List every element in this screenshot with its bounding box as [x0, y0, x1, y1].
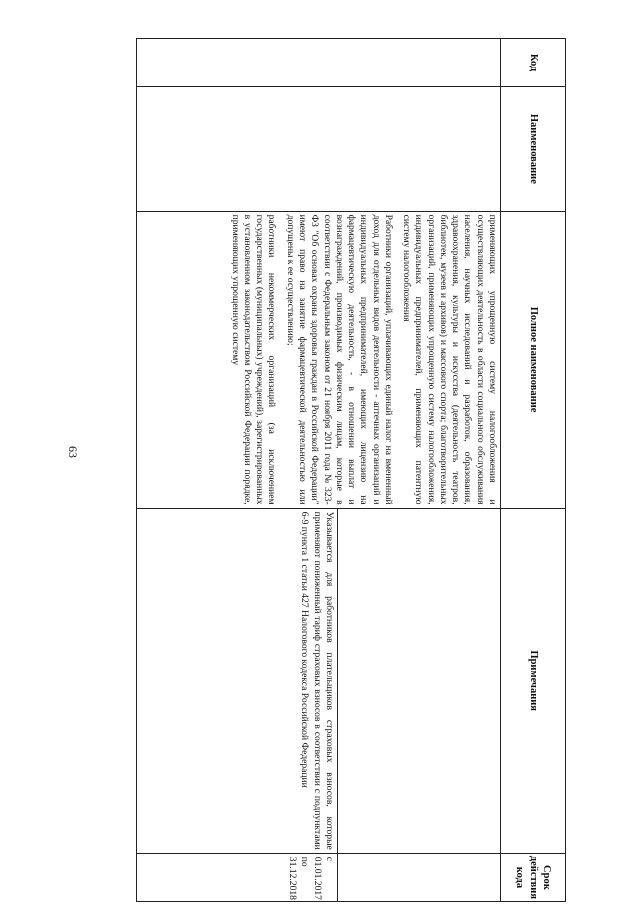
- page-number: 63: [66, 446, 80, 458]
- cell-notes: Указывается для работников плательщиков страховых взносов, которые применяют пониженный тариф страховых взносов в соответствии с подпунктами 6-9 пункта 1 статьи 427 Налогового кодекса Российской Федерации: [137, 508, 338, 853]
- header-full-name: Полное наименование: [501, 211, 566, 508]
- cell-full-name: [137, 211, 501, 508]
- cell-term-empty: [338, 853, 501, 901]
- table-row: [338, 39, 501, 902]
- cell-term: с 01.01.2017 по 31.12.2018: [137, 853, 338, 901]
- cell-name: [137, 87, 501, 211]
- table-header-row: [501, 39, 566, 902]
- full-name-paragraph: работники некоммерческих организаций (за исключением государственных (муниципальных) учреждений), зарегистрированных в установленном законодательством Российской Федерации порядке, применяющих упрощенную систему: [229, 214, 278, 505]
- header-term: Срок действия кода: [501, 853, 566, 901]
- cell-code: [137, 39, 501, 87]
- full-name-paragraph: Работники организаций, уплачивающих единый налог на вмененный доход для отдельных видов деятельности - аптечных организаций и индивидуальных предпринимателей, имеющих лицензию на фармацевтическую деятельность, - в отношении выплат и вознаграждений, производимых физическим лицам, которые в соответствии с Федеральным законом от 21 ноября 2011 года № 323-ФЗ "Об основах охраны здоровья граждан в Российской Федерации" имеют право на занятие фармацевтической деятельностью или допущены к ее осуществлению;: [284, 214, 394, 505]
- full-name-paragraph: применяющих упрощенную систему налогообложения и осуществляющих деятельность в области социального обслуживания населения, научных исследований и разработок, образования, здравоохранения, культуры и искусства (деятельность театров, библиотек, музеев и архивов) и массового спорта; благотворительных организаций, применяющих упрощенную систему налогообложения, индивидуальных предпринимателей, применяющих патентную систему налогообложения: [401, 214, 498, 505]
- rotated-table-container: [136, 38, 566, 902]
- codes-table: [136, 38, 566, 902]
- header-name: Наименование: [501, 87, 566, 211]
- cell-notes-empty: [338, 508, 501, 853]
- header-notes: Примечания: [501, 508, 566, 853]
- header-code: Код: [501, 39, 566, 87]
